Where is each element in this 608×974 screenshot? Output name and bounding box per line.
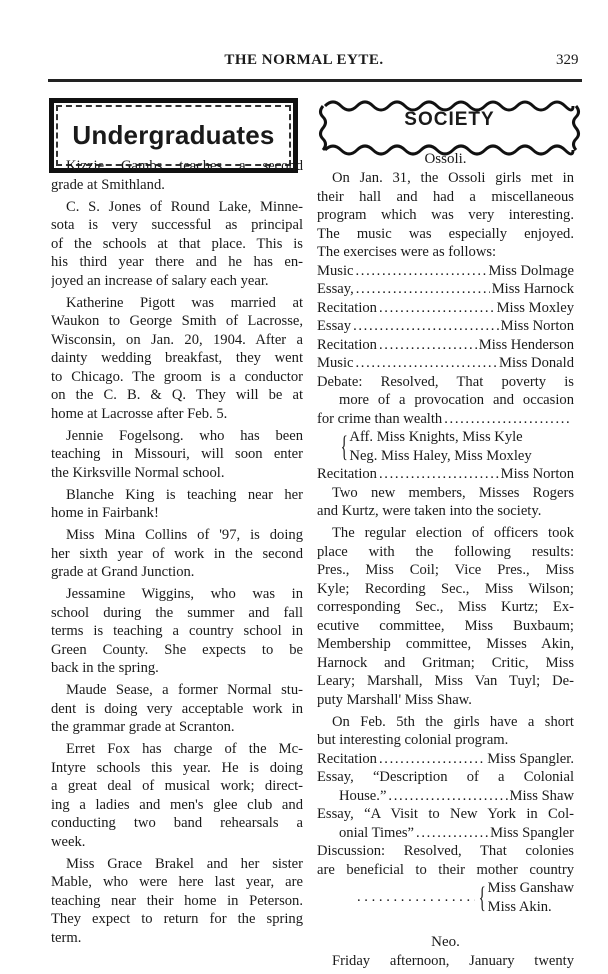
text-line: Kyle; Recording Sec., Miss Wilson; bbox=[317, 580, 574, 597]
text-line: his third year there and he has en- bbox=[51, 254, 303, 270]
text-line: dainty wedding breakfast, they went bbox=[51, 350, 303, 366]
text-line: Harnock and Gritman; Critic, Miss bbox=[317, 654, 574, 671]
program-item-label: onial Times” bbox=[339, 824, 415, 841]
paragraph bbox=[317, 169, 574, 262]
text-line: a great deal of musical work; direct- bbox=[51, 778, 303, 794]
text-line: Miss Grace Brakel and her sister bbox=[66, 855, 303, 872]
leader-dots bbox=[357, 889, 475, 906]
program-item-person: Miss Henderson bbox=[478, 336, 574, 353]
paragraph bbox=[51, 585, 303, 678]
program-item-person: Miss Norton bbox=[500, 318, 574, 334]
text-line: Miss Mina Collins of '97, is doing bbox=[66, 527, 303, 543]
text-line: dent is doing very acceptable work in bbox=[51, 700, 303, 717]
paragraph bbox=[51, 198, 303, 291]
paragraph bbox=[51, 427, 303, 483]
brace-icon: { bbox=[478, 880, 487, 914]
paragraph bbox=[317, 524, 574, 709]
text-line: Miss Ganshaw bbox=[487, 880, 574, 896]
text-line: Pres., Miss Coil; Vice Pres., Miss bbox=[317, 562, 574, 578]
text-line: puty Marshall' Miss Shaw. bbox=[317, 691, 472, 708]
text-line: Membership committee, Misses Akin, bbox=[317, 636, 574, 652]
text-line: are beneficial to their mother country bbox=[317, 861, 574, 878]
text-line: for crime than wealth bbox=[317, 410, 443, 427]
debate-topic-line bbox=[317, 410, 574, 429]
text-line: Green County. She expects to be bbox=[51, 641, 303, 658]
leader-dots bbox=[444, 410, 572, 429]
text-line: Jennie Fogelsong. who has been bbox=[66, 427, 303, 444]
leader-dots bbox=[379, 750, 485, 769]
page-number: 329 bbox=[556, 52, 579, 68]
paragraph bbox=[51, 740, 303, 851]
text-line: corresponding Sec., Miss Kurtz; Ex- bbox=[317, 599, 574, 615]
text-line: grade at Grand Junction. bbox=[51, 564, 195, 580]
text-line: Debate: Resolved, That poverty is bbox=[317, 373, 574, 390]
text-line: Mable, who were here last year, are bbox=[51, 874, 303, 890]
program-item bbox=[317, 354, 574, 373]
leader-dots bbox=[379, 299, 495, 318]
text-line: the Kirksville Normal school. bbox=[51, 464, 225, 481]
text-line: They expect to return for the spring bbox=[51, 911, 303, 927]
paragraph bbox=[51, 294, 303, 424]
text-line: home at Lacrosse after Feb. 5. bbox=[51, 405, 228, 422]
text-line: Leary; Marshall, Miss Van Tuyl; De- bbox=[317, 673, 574, 689]
text-line: Neg. Miss Haley, Miss Moxley bbox=[349, 447, 532, 464]
leader-dots bbox=[356, 280, 490, 299]
text-line: and Kurtz, were taken into the society. bbox=[317, 503, 542, 519]
program-item-label: House.” bbox=[339, 787, 387, 804]
text-line: week. bbox=[51, 833, 86, 850]
text-line: on the C. B. & Q. They will be at bbox=[51, 387, 303, 403]
text-line: Wisconsin, on Jan. 20, 1904. After a bbox=[51, 331, 303, 348]
discussants-list bbox=[488, 879, 574, 916]
leader-dots bbox=[379, 465, 499, 484]
text-line: conducting two band rehearsals a bbox=[51, 815, 303, 831]
text-line: Katherine Pigott was married at bbox=[66, 294, 303, 311]
program-item-person: Miss Spangler bbox=[490, 824, 574, 841]
text-line: Discussion: Resolved, That colonies bbox=[317, 843, 574, 859]
text-line: program which was very interesting. bbox=[317, 207, 574, 223]
section-heading-ossoli: Ossoli. bbox=[424, 151, 467, 167]
leader-dots bbox=[355, 262, 486, 281]
paragraph bbox=[317, 952, 574, 971]
program-item bbox=[317, 465, 574, 484]
text-line: Maude Sease, a former Normal stu- bbox=[66, 682, 303, 698]
text-line: back in the spring. bbox=[51, 660, 159, 676]
society-title: SOCIETY bbox=[404, 109, 495, 130]
paragraph bbox=[51, 681, 303, 737]
text-line: The regular election of officers took bbox=[332, 525, 574, 541]
text-line: place with the following results: bbox=[317, 543, 574, 560]
text-line: Essay, “A Visit to New York in Col- bbox=[317, 806, 574, 822]
text-line: Kizzie Gambs teaches a second bbox=[66, 158, 303, 174]
program-item-label: Recitation bbox=[317, 750, 377, 767]
text-line: The music was especially enjoyed. bbox=[317, 225, 574, 242]
text-line: Miss Akin. bbox=[487, 898, 552, 915]
text-line: On Feb. 5th the girls have a short bbox=[332, 713, 574, 730]
text-line: Two new members, Misses Rogers bbox=[332, 484, 574, 501]
program-item bbox=[317, 317, 574, 336]
paragraph bbox=[51, 157, 303, 194]
text-line: joyed an increase of salary each year. bbox=[51, 272, 269, 289]
program-item-person: Miss Harnock bbox=[491, 281, 574, 297]
text-line: Intyre schools this year. He is doing bbox=[51, 759, 303, 776]
society-column bbox=[317, 149, 574, 974]
program-item bbox=[317, 824, 574, 843]
text-line: Blanche King is teaching near her bbox=[66, 486, 303, 503]
paragraph bbox=[51, 855, 303, 948]
program-item-label: Essay, bbox=[317, 281, 354, 297]
brace-icon: { bbox=[340, 429, 348, 463]
program-item bbox=[317, 280, 574, 299]
undergraduates-title: Undergraduates bbox=[72, 120, 275, 150]
paragraph bbox=[317, 713, 574, 750]
text-line: ecutive committee, Miss Buxbaum; bbox=[317, 617, 574, 634]
leader-dots bbox=[353, 317, 499, 336]
header-rule bbox=[48, 79, 582, 82]
text-line: The exercises were as follows: bbox=[317, 244, 497, 260]
text-line: Waukon to George Smith of Lacrosse, bbox=[51, 313, 303, 329]
program-item-person: Miss Shaw bbox=[509, 787, 574, 804]
paragraph bbox=[317, 484, 574, 521]
program-item-label: Recitation bbox=[317, 466, 377, 482]
program-item-person: Miss Norton bbox=[500, 466, 574, 482]
undergraduates-column bbox=[51, 157, 303, 951]
program-item bbox=[317, 262, 574, 281]
section-heading-neo: Neo. bbox=[431, 934, 460, 950]
debate-sides-list bbox=[349, 428, 531, 465]
text-line: Friday afternoon, January twenty bbox=[332, 953, 574, 969]
text-line: teaching near their home in Peterson. bbox=[51, 892, 303, 909]
program-item bbox=[317, 787, 574, 806]
text-line: Essay, “Description of a Colonial bbox=[317, 769, 574, 785]
text-line: sota is very successful as principal bbox=[51, 217, 303, 233]
text-line: their hall and had a miscellaneous bbox=[317, 188, 574, 205]
text-line: terms is teaching a country school in bbox=[51, 623, 303, 639]
program-item-person: Miss Dolmage bbox=[488, 262, 574, 279]
program-item-person: Miss Donald bbox=[499, 355, 574, 371]
leader-dots bbox=[388, 787, 507, 806]
program-item-label: Essay bbox=[317, 318, 352, 334]
text-line: the grammar grade at Scranton. bbox=[51, 719, 235, 735]
text-line: school during the summer and fall bbox=[51, 604, 303, 621]
program-item bbox=[317, 336, 574, 355]
debate-sides bbox=[317, 428, 574, 465]
spacer bbox=[317, 916, 574, 932]
text-line: more of a provocation and occasion bbox=[339, 392, 574, 408]
text-line: On Jan. 31, the Ossoli girls met in bbox=[332, 170, 574, 186]
text-line: Aff. Miss Knights, Miss Kyle bbox=[349, 429, 523, 445]
program-item-label: Recitation bbox=[317, 336, 377, 353]
text-line: term. bbox=[51, 929, 82, 946]
program-item bbox=[317, 299, 574, 318]
leader-dots bbox=[355, 354, 497, 373]
text-line: her sixth year of work in the second bbox=[51, 545, 303, 562]
program-item-label: Music bbox=[317, 355, 354, 371]
text-line: grade at Smithland. bbox=[51, 176, 165, 193]
paragraph bbox=[51, 486, 303, 523]
text-line: of the schools at that place. This is bbox=[51, 235, 303, 252]
paragraph bbox=[51, 526, 303, 582]
program-item-label: Music bbox=[317, 262, 354, 279]
discussants bbox=[317, 879, 574, 916]
text-line: home in Fairbank! bbox=[51, 505, 159, 521]
running-head: THE NORMAL EYTE. bbox=[224, 52, 384, 68]
text-line: C. S. Jones of Round Lake, Minne- bbox=[66, 198, 303, 215]
program-item bbox=[317, 750, 574, 769]
program-item-label: Recitation bbox=[317, 299, 377, 316]
text-line: teaching in Missouri, will soon enter bbox=[51, 446, 303, 462]
leader-dots bbox=[379, 336, 477, 355]
text-line: Erret Fox has charge of the Mc- bbox=[66, 741, 303, 757]
text-line: ing a ladies and men's glee club and bbox=[51, 796, 303, 813]
program-item-person: Miss Moxley bbox=[496, 299, 574, 316]
text-line: to Chicago. The groom is a conductor bbox=[51, 368, 303, 385]
leader-dots bbox=[416, 824, 488, 843]
program-item-person: Miss Spangler. bbox=[487, 750, 574, 767]
text-line: but interesting colonial program. bbox=[317, 732, 509, 748]
text-line: Jessamine Wiggins, who was in bbox=[66, 586, 303, 602]
